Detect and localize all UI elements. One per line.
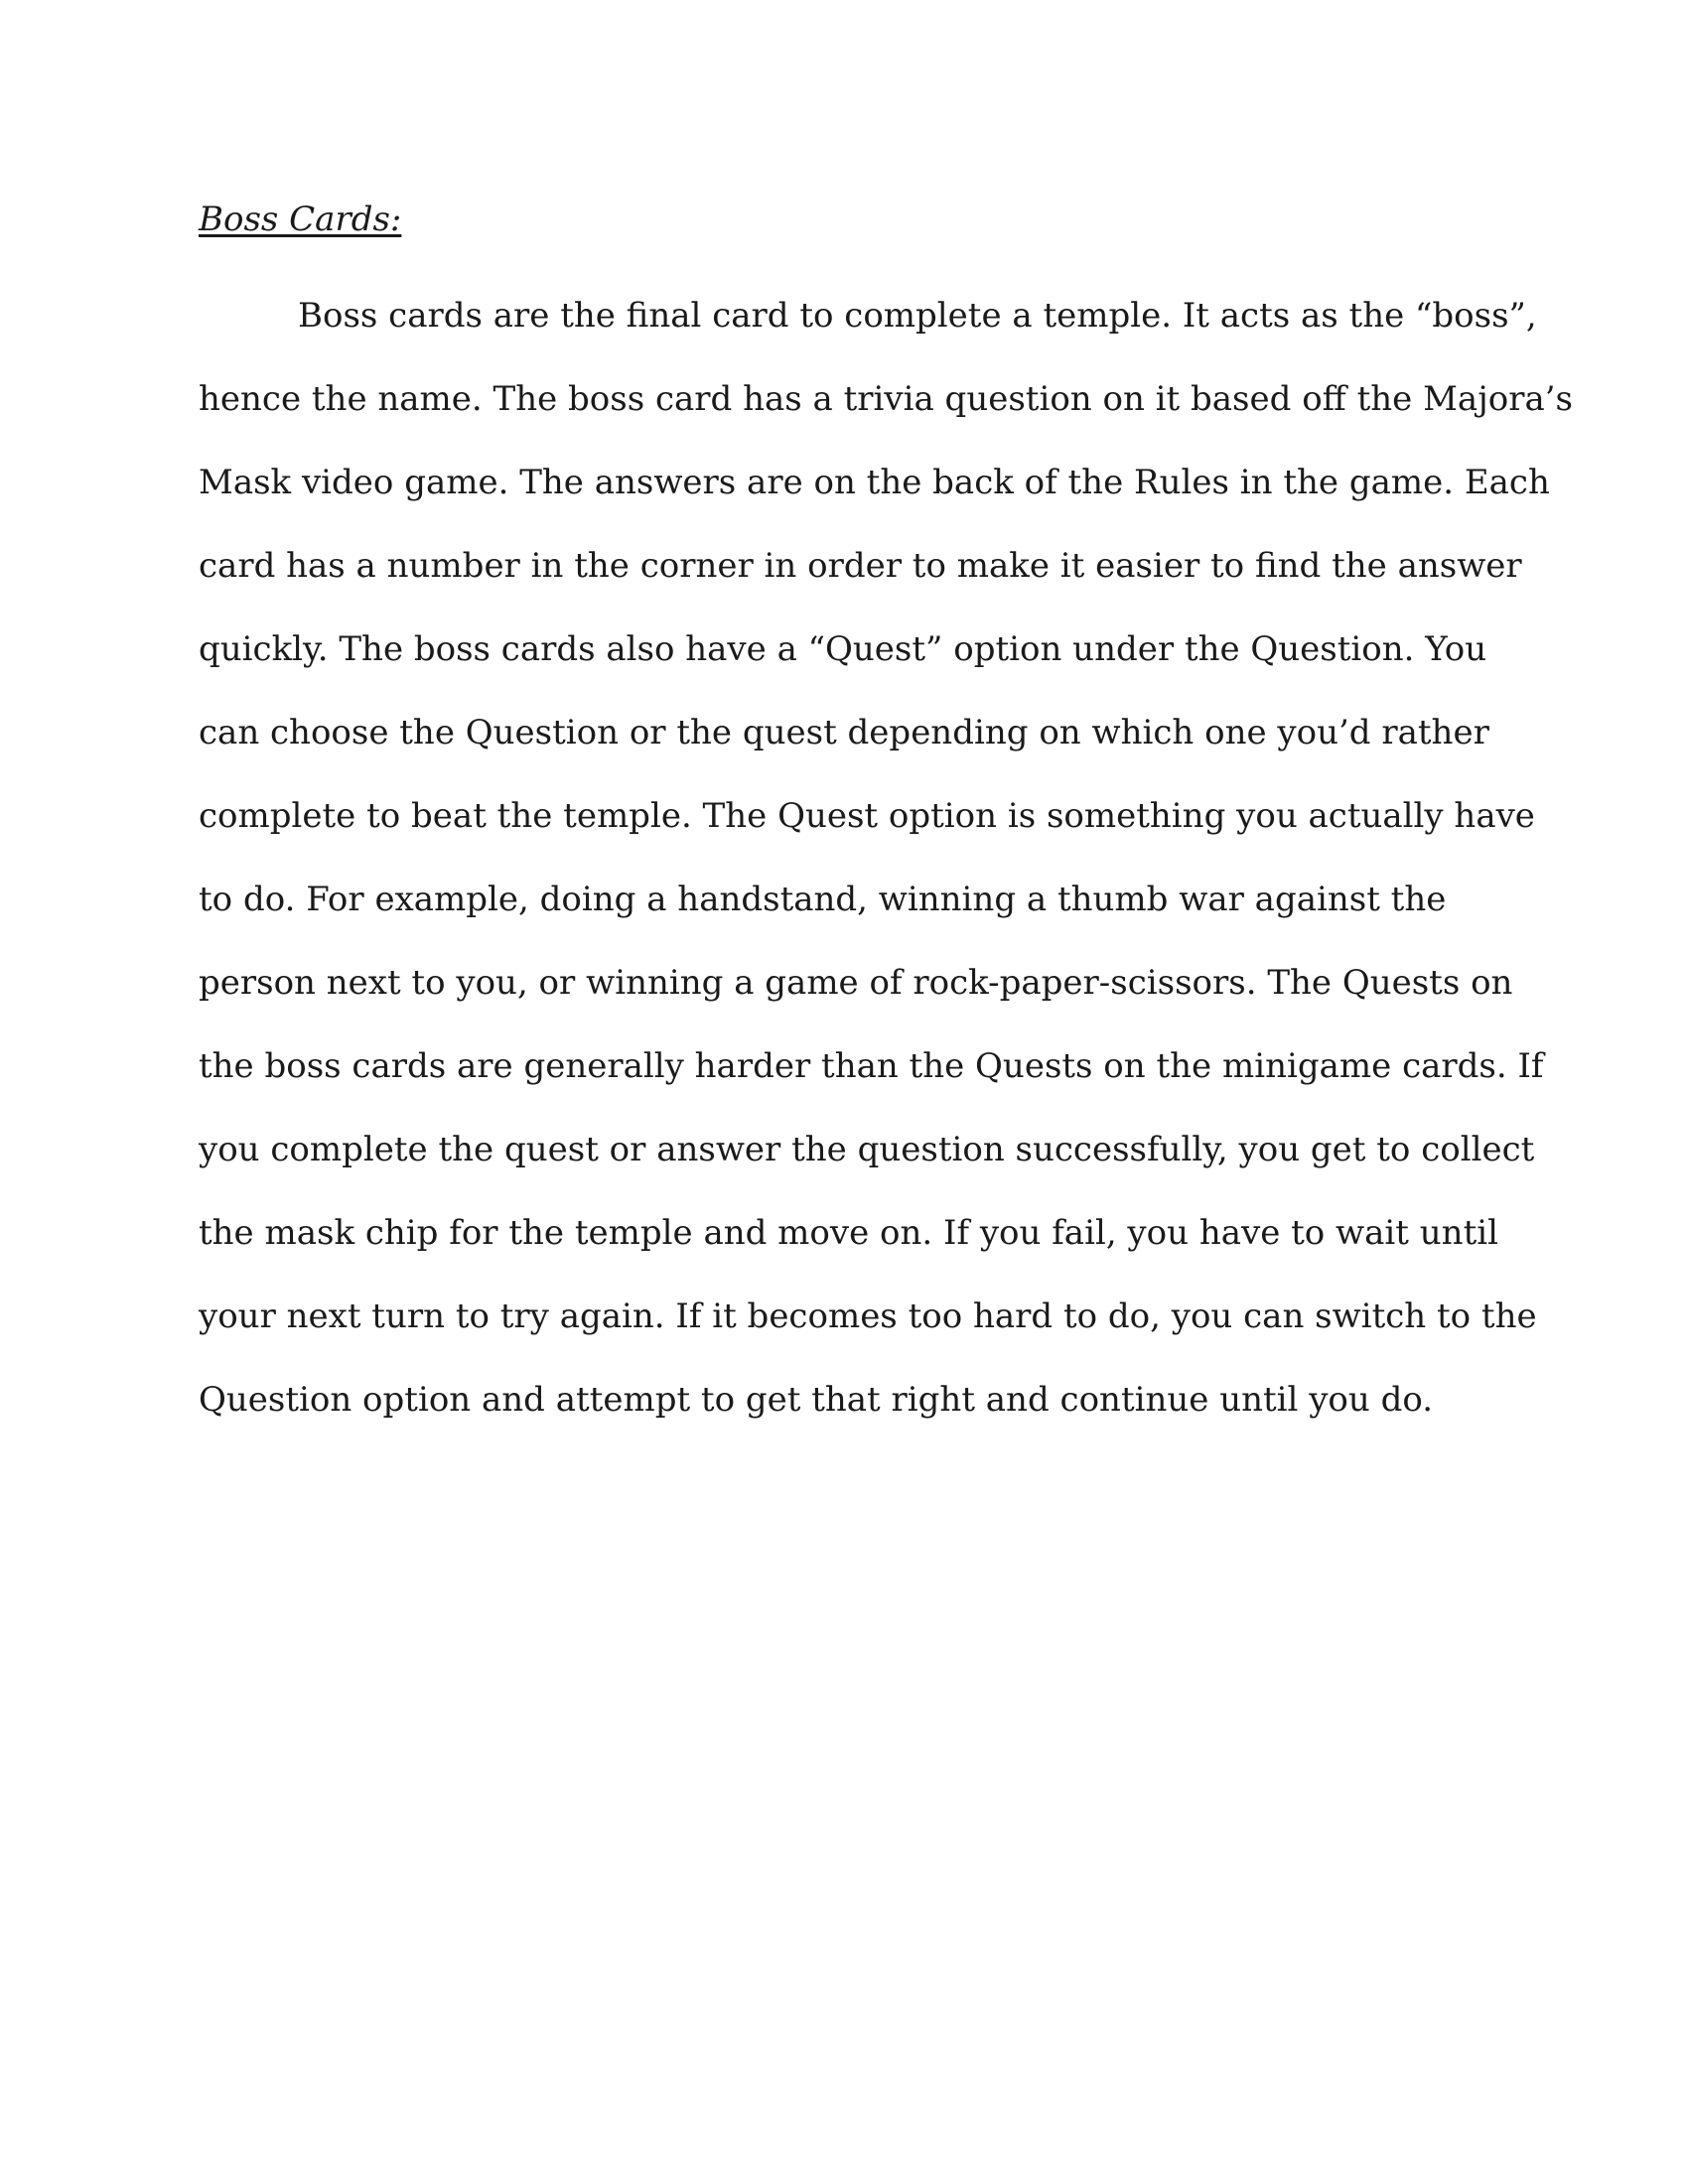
paragraph-line: to do. For example, doing a handstand, winning a thumb war against the — [199, 880, 1447, 919]
section-heading: Boss Cards: — [199, 200, 402, 239]
paragraph-line: the mask chip for the temple and move on. If you fail, you have to wait until — [199, 1213, 1498, 1253]
paragraph-line: quickly. The boss cards also have a “Quest” option under the Question. You — [199, 629, 1487, 669]
paragraph-line: hence the name. The boss card has a trivia question on it based off the Majora’s — [199, 379, 1573, 419]
paragraph-line: the boss cards are generally harder than the Quests on the minigame cards. If — [199, 1046, 1544, 1086]
paragraph-line: Question option and attempt to get that right and continue until you do. — [199, 1380, 1434, 1420]
paragraph-line: person next to you, or winning a game of rock-paper-scissors. The Quests on — [199, 963, 1513, 1003]
paragraph-line: your next turn to try again. If it becomes too hard to do, you can switch to the — [199, 1297, 1537, 1336]
paragraph-line: Mask video game. The answers are on the back of the Rules in the game. Each — [199, 463, 1550, 502]
paragraph-line: can choose the Question or the quest depending on which one you’d rather — [199, 713, 1489, 752]
body-paragraph — [199, 274, 1573, 1441]
paragraph-line: Boss cards are the final card to complete a temple. It acts as the “boss”, — [298, 296, 1537, 336]
paragraph-line: you complete the quest or answer the question successfully, you get to collect — [199, 1130, 1535, 1169]
paragraph-line: complete to beat the temple. The Quest option is something you actually have — [199, 796, 1535, 836]
paragraph-line: card has a number in the corner in order to make it easier to find the answer — [199, 546, 1522, 586]
document-body — [199, 195, 1573, 1441]
